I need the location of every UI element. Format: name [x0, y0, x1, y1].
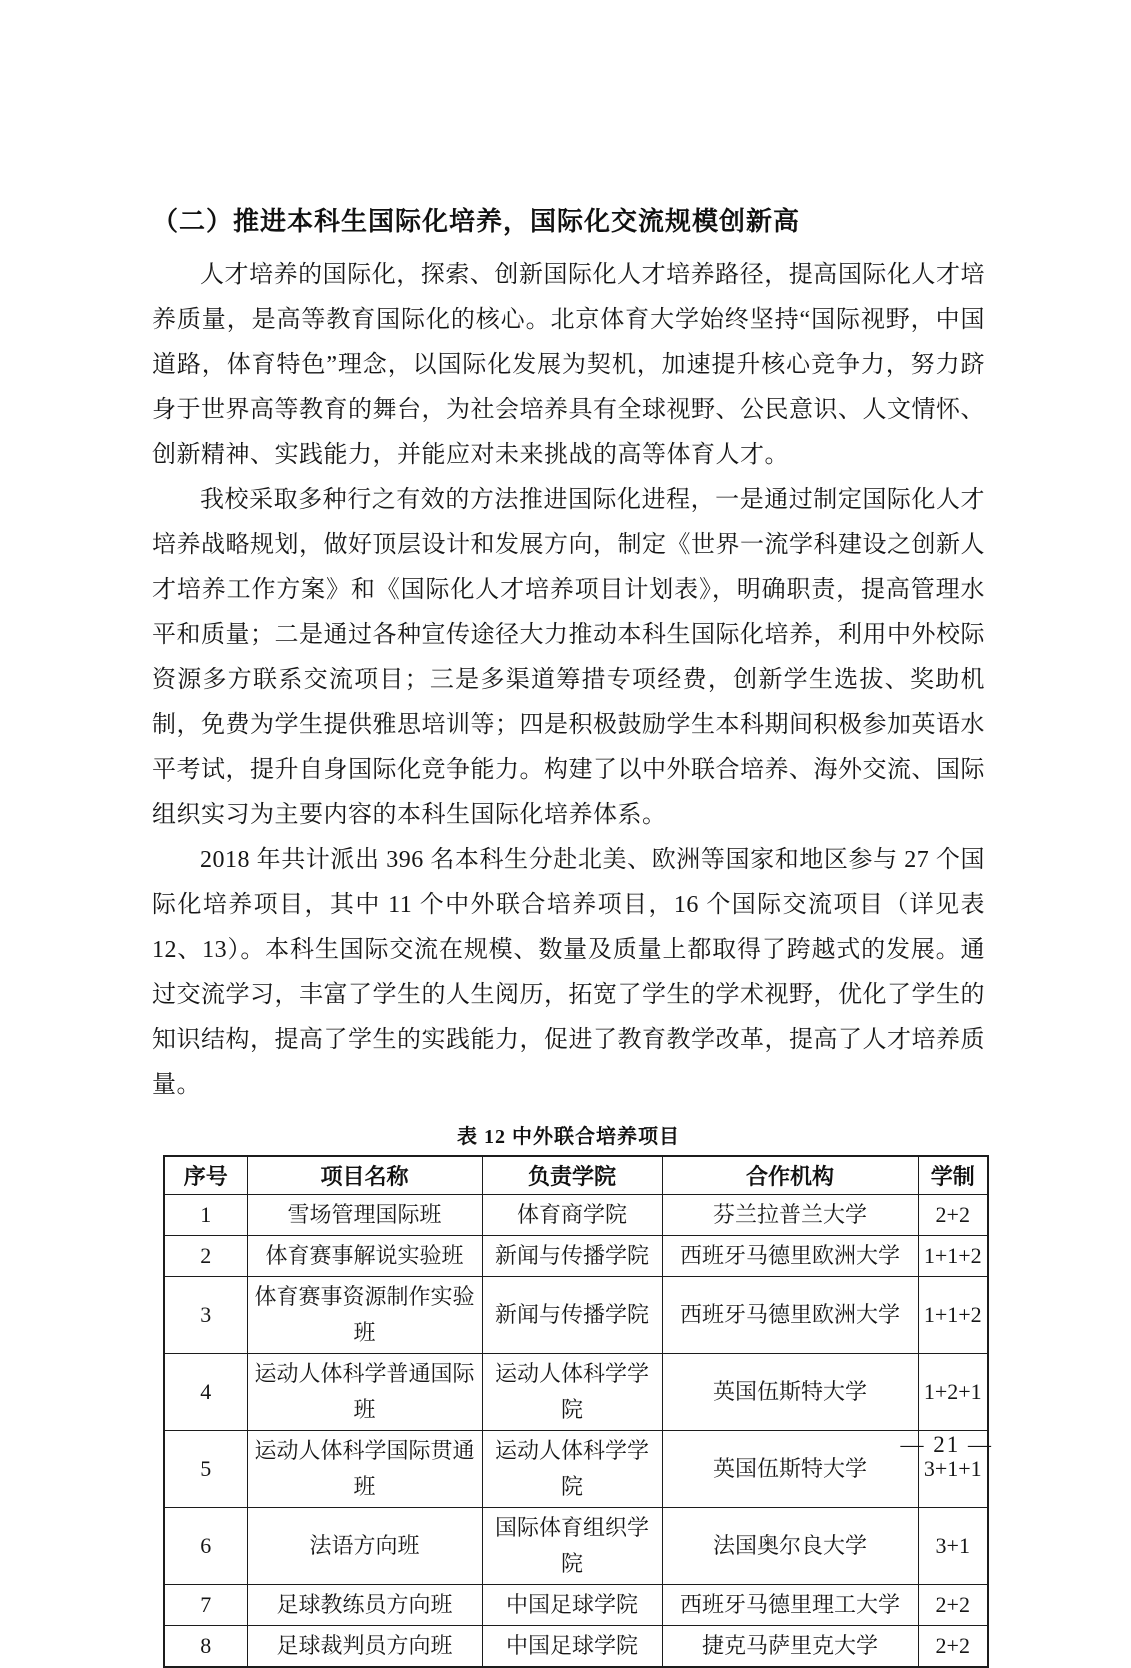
- table-row: [164, 1276, 988, 1353]
- cell-program-name: 运动人体科学普通国际班: [247, 1353, 482, 1430]
- cell-college: 中国足球学院: [482, 1625, 662, 1667]
- cell-duration: 1+1+2: [918, 1235, 988, 1276]
- cell-index: 1: [164, 1194, 247, 1235]
- cell-index: 6: [164, 1507, 247, 1584]
- cell-college: 运动人体科学学院: [482, 1353, 662, 1430]
- cell-duration: 1+2+1: [918, 1353, 988, 1430]
- cell-index: 3: [164, 1276, 247, 1353]
- cell-program-name: 足球裁判员方向班: [247, 1625, 482, 1667]
- cell-college: 体育商学院: [482, 1194, 662, 1235]
- cell-duration: 3+1+1: [918, 1430, 988, 1507]
- cell-partner: 英国伍斯特大学: [662, 1430, 918, 1507]
- cell-partner: 西班牙马德里欧洲大学: [662, 1235, 918, 1276]
- cell-partner: 芬兰拉普兰大学: [662, 1194, 918, 1235]
- table-row: [164, 1584, 988, 1625]
- table-row: [164, 1430, 988, 1507]
- column-header-college: 负责学院: [482, 1156, 662, 1194]
- cell-index: 2: [164, 1235, 247, 1276]
- cell-college: 新闻与传播学院: [482, 1276, 662, 1353]
- joint-programs-table: [163, 1155, 989, 1668]
- cell-program-name: 足球教练员方向班: [247, 1584, 482, 1625]
- cell-program-name: 体育赛事资源制作实验班: [247, 1276, 482, 1353]
- table-row: [164, 1507, 988, 1584]
- cell-duration: 2+2: [918, 1584, 988, 1625]
- cell-partner: 西班牙马德里欧洲大学: [662, 1276, 918, 1353]
- table-caption: 表 12 中外联合培养项目: [457, 1126, 680, 1148]
- cell-college: 运动人体科学学院: [482, 1430, 662, 1507]
- cell-program-name: 运动人体科学国际贯通班: [247, 1430, 482, 1507]
- cell-index: 5: [164, 1430, 247, 1507]
- cell-program-name: 体育赛事解说实验班: [247, 1235, 482, 1276]
- cell-college: 新闻与传播学院: [482, 1235, 662, 1276]
- column-header-program-name: 项目名称: [247, 1156, 482, 1194]
- cell-college: 中国足球学院: [482, 1584, 662, 1625]
- cell-partner: 法国奥尔良大学: [662, 1507, 918, 1584]
- paragraph-measures: 我校采取多种行之有效的方法推进国际化进程，一是通过制定国际化人才培养战略规划，做好顶层设计和发展方向，制定《世界一流学科建设之创新人才培养工作方案》和《国际化人才培养项目计划表》，明确职责，提高管理水平和质量；二是通过各种宣传途径大力推动本科生国际化培养，利用中外校际资源多方联系交流项目；三是多渠道筹措专项经费，创新学生选拔、奖助机制，免费为学生提供雅思培训等；四是积极鼓励学生本科期间积极参加英语水平考试，提升自身国际化竞争能力。构建了以中外联合培养、海外交流、国际组织实习为主要内容的本科生国际化培养体系。: [152, 487, 985, 828]
- cell-partner: 西班牙马德里理工大学: [662, 1584, 918, 1625]
- cell-program-name: 法语方向班: [247, 1507, 482, 1584]
- body-content: [152, 253, 985, 1668]
- column-header-partner: 合作机构: [662, 1156, 918, 1194]
- table-row: [164, 1194, 988, 1235]
- table-row: [164, 1235, 988, 1276]
- cell-index: 7: [164, 1584, 247, 1625]
- cell-college: 国际体育组织学院: [482, 1507, 662, 1584]
- cell-partner: 英国伍斯特大学: [662, 1353, 918, 1430]
- cell-partner: 捷克马萨里克大学: [662, 1625, 918, 1667]
- cell-duration: 2+2: [918, 1625, 988, 1667]
- page-number: — 21 —: [900, 1432, 993, 1457]
- cell-program-name: 雪场管理国际班: [247, 1194, 482, 1235]
- column-header-index: 序号: [164, 1156, 247, 1194]
- paragraph-statistics: 2018 年共计派出 396 名本科生分赴北美、欧洲等国家和地区参与 27 个国际化培养项目，其中 11 个中外联合培养项目，16 个国际交流项目（详见表 12、13）。本科生国际交流在规模、数量及质量上都取得了跨越式的发展。通过交流学习，丰富了学生的人生阅历，拓宽了学生的学术视野，优化了学生的知识结构，提高了学生的实践能力，促进了教育教学改革，提高了人才培养质量。: [152, 847, 985, 1098]
- paragraph-intro: 人才培养的国际化，探索、创新国际化人才培养路径，提高国际化人才培养质量，是高等教育国际化的核心。北京体育大学始终坚持“国际视野，中国道路，体育特色”理念，以国际化发展为契机，加速提升核心竞争力，努力跻身于世界高等教育的舞台，为社会培养具有全球视野、公民意识、人文情怀、创新精神、实践能力，并能应对未来挑战的高等体育人才。: [152, 262, 985, 468]
- cell-duration: 2+2: [918, 1194, 988, 1235]
- cell-index: 8: [164, 1625, 247, 1667]
- table-row: [164, 1625, 988, 1667]
- column-header-duration: 学制: [918, 1156, 988, 1194]
- cell-index: 4: [164, 1353, 247, 1430]
- table-header-row: [164, 1156, 988, 1194]
- cell-duration: 3+1: [918, 1507, 988, 1584]
- cell-duration: 1+1+2: [918, 1276, 988, 1353]
- section-heading: （二）推进本科生国际化培养，国际化交流规模创新高: [152, 206, 801, 236]
- table-row: [164, 1353, 988, 1430]
